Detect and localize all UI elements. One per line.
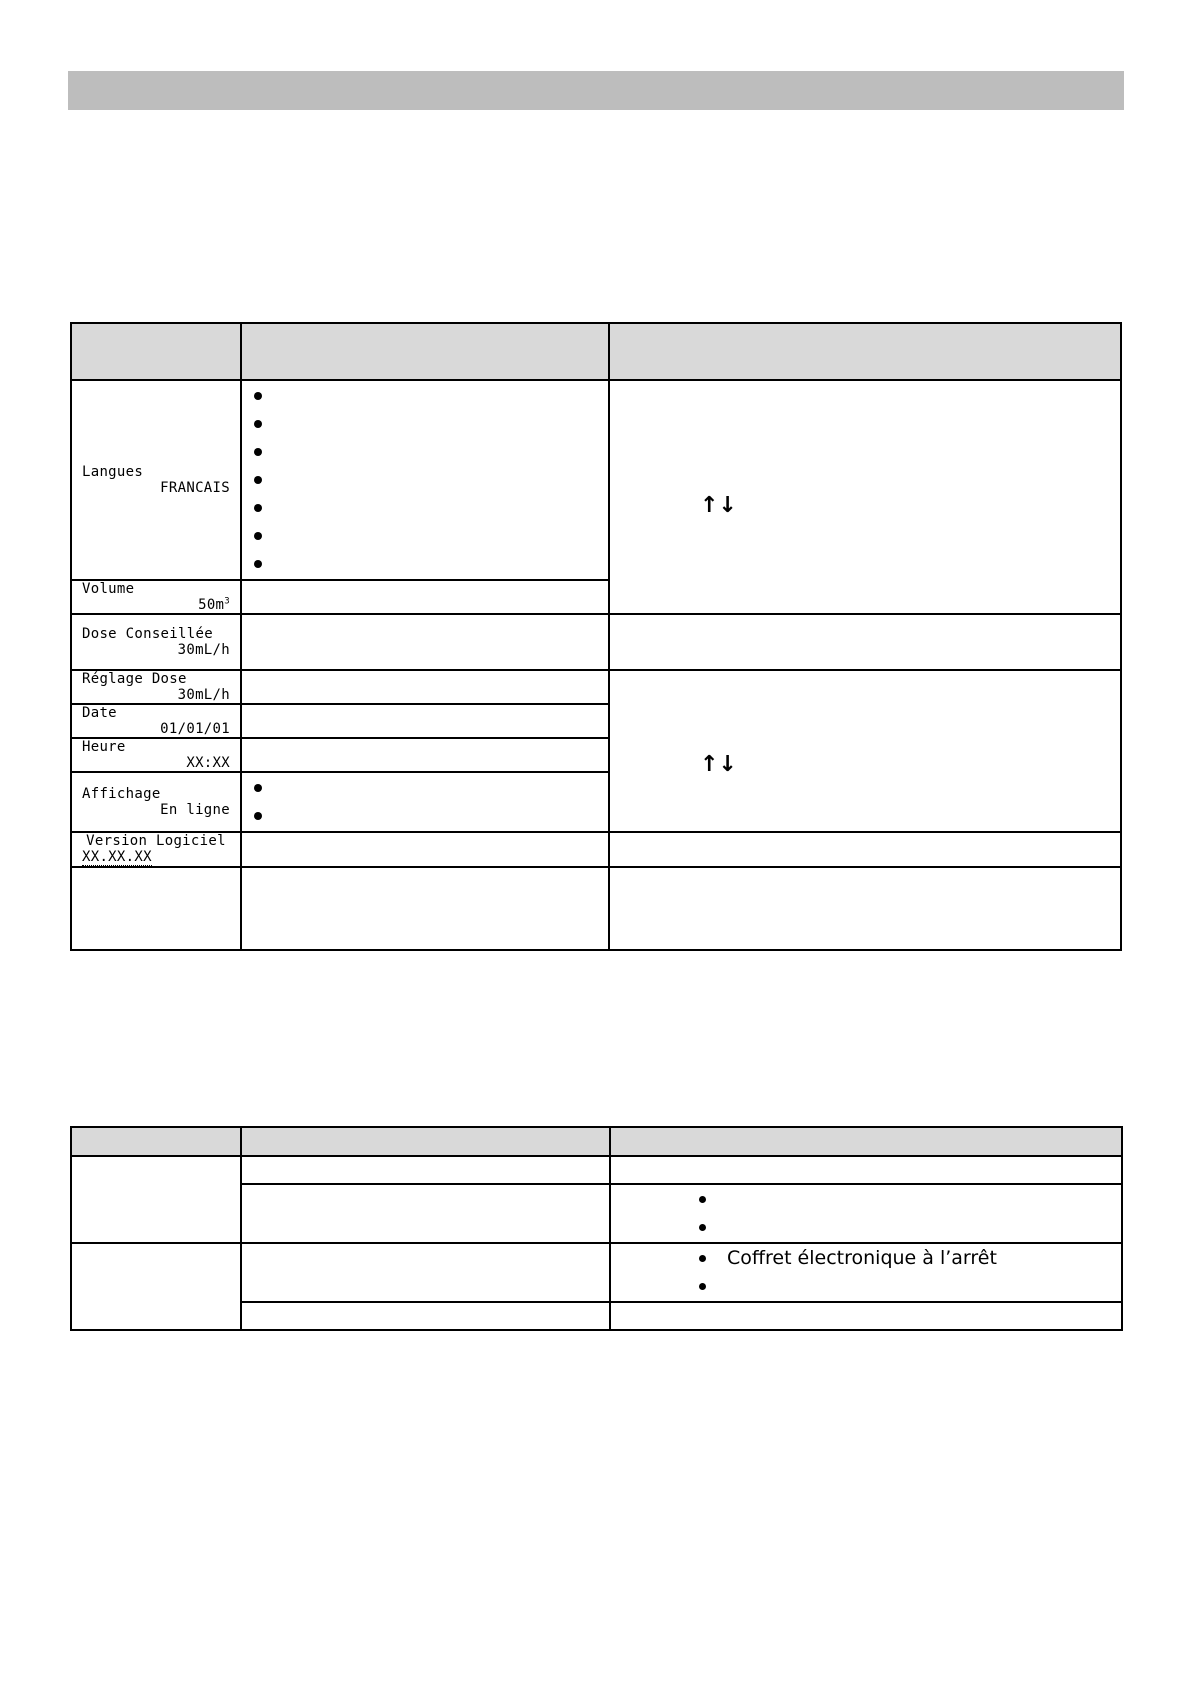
version-description [609,832,1121,867]
lcd-heure-value: XX:XX [186,755,230,771]
list-item [611,1186,1121,1214]
fault-table [70,1126,1123,1331]
list-item [611,1273,1121,1301]
fault-row-3-remedy [610,1243,1122,1302]
fault-row-3 [71,1243,1122,1302]
fault-row-2-cause [241,1184,610,1243]
list-item [242,495,608,523]
fault-row-1-cause [241,1156,610,1184]
settings-description [609,670,1121,832]
last-cell-1 [71,867,241,950]
lcd-reglage-dose-label: Réglage Dose [82,671,187,687]
dose-conseillee-description [609,614,1121,670]
lcd-affichage [71,772,241,832]
fault-header-cell-2 [241,1127,610,1156]
fault-row-3-cause [241,1243,610,1302]
list-item [242,775,608,803]
fault-header-cell-3 [610,1127,1122,1156]
list-item [242,523,608,551]
fault-row-4-remedy [610,1302,1122,1330]
fault-group-2 [71,1243,241,1330]
lcd-affichage-label: Affichage [82,786,161,802]
lcd-date-label: Date [82,705,117,721]
lcd-dose-conseillee-value: 30mL/h [177,642,230,658]
header-cell-3 [609,323,1121,380]
version-options [241,832,609,867]
list-item [242,551,608,579]
list-item [242,411,608,439]
lcd-langues [71,380,241,580]
lcd-heure [71,738,241,772]
fault-row-1-remedy [610,1156,1122,1184]
up-down-arrows-icon: ↑↓ [700,752,737,777]
row-version [71,832,1121,867]
fault-row-2-remedy [610,1184,1122,1243]
header-cell-2 [241,323,609,380]
list-item [611,1245,1121,1273]
lcd-reglage-dose-value: 30mL/h [177,687,230,703]
list-item [242,439,608,467]
date-options [241,704,609,738]
header-cell-1 [71,323,241,380]
lcd-version-label: Version Logiciel [86,833,226,849]
list-item [242,803,608,831]
section-header-bar [68,71,1124,110]
fault-table-header [71,1127,1122,1156]
last-cell-2 [241,867,609,950]
langues-options [241,380,609,580]
langues-volume-description [609,380,1121,614]
lcd-langues-label: Langues [82,464,144,480]
row-last [71,867,1121,950]
fault-remedy-text: Coffret électronique à l’arrêt [727,1247,997,1269]
reglage-dose-options [241,670,609,704]
lcd-version [71,832,241,867]
dose-conseillee-options [241,614,609,670]
menu-table-header [71,323,1121,380]
lcd-version-value: XX.XX.XX [82,849,152,865]
lcd-date [71,704,241,738]
affichage-options [241,772,609,832]
heure-options [241,738,609,772]
list-item [242,467,608,495]
lcd-volume-value: $50m^3$ [198,596,230,613]
list-item [611,1214,1121,1242]
fault-row-4-cause [241,1302,610,1330]
last-cell-3 [609,867,1121,950]
fault-group-1 [71,1156,241,1243]
fault-header-cell-1 [71,1127,241,1156]
lcd-reglage-dose [71,670,241,704]
lcd-date-value: 01/01/01 [160,721,230,737]
lcd-volume [71,580,241,614]
lcd-langues-value: FRANCAIS [160,480,230,496]
row-reglage-dose [71,670,1121,704]
lcd-dose-conseillee [71,614,241,670]
lcd-heure-label: Heure [82,739,126,755]
lcd-volume-label: Volume [82,581,135,597]
volume-options [241,580,609,614]
up-down-arrows-icon: ↑↓ [700,493,737,518]
row-dose-conseillee [71,614,1121,670]
row-langues [71,380,1121,580]
fault-row-1 [71,1156,1122,1184]
list-item [242,383,608,411]
menu-table [70,322,1122,951]
lcd-dose-conseillee-label: Dose Conseillée [82,626,213,642]
lcd-affichage-value: En ligne [160,802,230,818]
